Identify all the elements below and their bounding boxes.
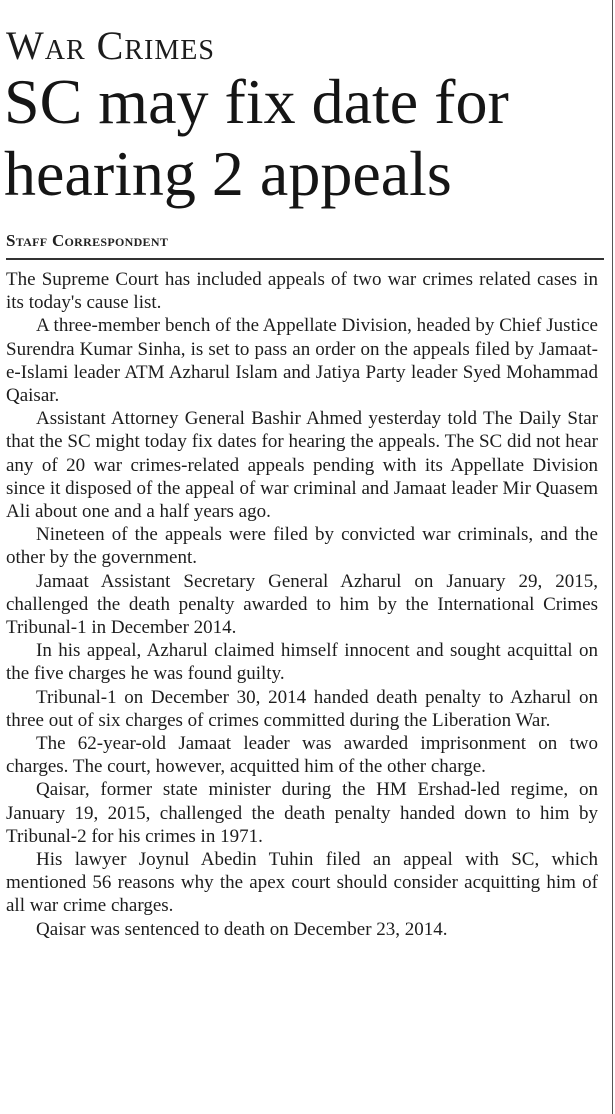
paragraph: The 62-year-old Jamaat leader was awarded imprisonment on two charges. The court, however, acquitted him of the other charge. [6,733,598,778]
paragraph: Qaisar was sentenced to death on December 23, 2014. [36,918,448,940]
headline-line-1: SC may fix date for [4,66,509,137]
paragraph: Assistant Attorney General Bashir Ahmed yesterday told The Daily Star that the SC might today fix dates for hearing the appeals. The SC did not hear any of 20 war crimes-related appeals pending with its Appellate Division since it disposed of the appeal of war criminal and Jamaat leader Mir Quasem Ali about one and a half years ago. [6,408,598,523]
paragraph: Qaisar, former state minister during the HM Ershad-led regime, on January 19, 2015, challenged the death penalty handed down to him by Tribunal-2 for his crimes in 1971. [6,779,598,847]
paragraph: Nineteen of the appeals were filed by convicted war criminals, and the other by the government. [6,524,598,569]
paragraph: His lawyer Joynul Abedin Tuhin filed an appeal with SC, which mentioned 56 reasons why the apex court should consider acquitting him of all war crime charges. [6,849,598,917]
paragraph: The Supreme Court has included appeals of two war crimes related cases in its today's cause list. [6,269,598,314]
column-rule [612,0,613,1114]
section-kicker: War Crimes [6,23,215,68]
article-body [6,268,598,941]
byline-divider [6,258,604,260]
paragraph: Jamaat Assistant Secretary General Azharul on January 29, 2015, challenged the death penalty awarded to him by the International Crimes Tribunal-1 in December 2014. [6,570,598,639]
paragraph: A three-member bench of the Appellate Division, headed by Chief Justice Surendra Kumar Sinha, is set to pass an order on the appeals filed by Jamaat-e-Islami leader ATM Azharul Islam and Jatiya Party leader Syed Mohammad Qaisar. [6,315,598,407]
paragraph: In his appeal, Azharul claimed himself innocent and sought acquittal on the five charges he was found guilty. [6,640,598,685]
headline [4,66,604,210]
headline-line-2: hearing 2 appeals [4,138,452,209]
byline: Staff Correspondent [6,231,169,250]
paragraph: Tribunal-1 on December 30, 2014 handed death penalty to Azharul on three out of six charges of crimes committed during the Liberation War. [6,686,598,731]
